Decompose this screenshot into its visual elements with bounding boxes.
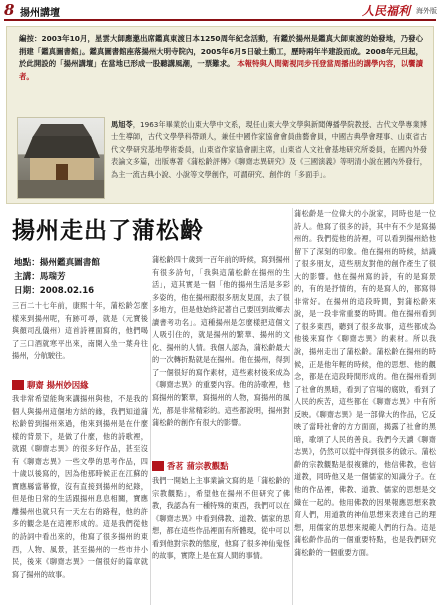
subheading-1: [12, 379, 89, 391]
article-column-1-top: 三百二十七年前，康熙十年，蒲松齡怎麼樣來到揚州呢，有跡可尋，就是（元寶後與顏司乱儀州）這首詩裡面寫的，他們喝了三口酒就寒平出來，南開入坐一葉舟往揚州，分航駛往。: [12, 301, 148, 361]
building-base: [18, 180, 105, 199]
subheading-marker: [152, 461, 164, 471]
article-column-3: 蒲松齡是一位偉大的小說家，同時也是一位詩人。他寫了很多的詩，其中有不少是寫揚州的。我們從他的詩裡，可以看到揚州給他留下了深刻的印象。他在揚州的時候，結識了很多朋友，這些朋友對他的創作產生了很大的影響。他在揚州寫的詩，有的是寫景的，有的是抒情的，有的是寫人的，都寫得非常好。在揚州的這段時間，對蒲松齡來說，是一段非常重要的時間。他在揚州看到了很多東西，聽到了很多故事，這些都成為他後來寫作《聊齋志異》的素材。所以我說，揚州走出了蒲松齡。蒲松齡在揚州的時候，正是他年輕的時候，他的思想、他的觀念，都是在這段時間形成的。他在揚州看到了社會的黑暗，看到了官場的腐敗，看到了人民的疾苦，這些都在《聊齋志異》中有所反映。《聊齋志異》是一部偉大的作品，它反映了當時社會的方方面面，揭露了社會的黑暗，歌頌了人民的善良。我們今天讀《聊齋志異》，仍然可以從中得到很多的啟示。蒲松齡的宗教觀點是很複雜的，他信佛教，也信道教，同時他又是一個儒家的知識分子。在他的作品裡，佛教、道教、儒家的思想是交織在一起的。他用佛教的因果報應思想來教育人們，用道教的神仙思想來表達自己的理想，用儒家的思想來規範人們的行為。這是蒲松齡作品的一個重要特點，也是我們研究蒲松齡的一個重要方面。: [294, 209, 436, 557]
lecture-date: 日期：2008.02.16: [14, 286, 95, 296]
newspaper-logo: 人民福利: [361, 4, 410, 18]
page-header: [0, 0, 440, 22]
edition-label: 海外版: [416, 7, 437, 15]
speaker-bio: [111, 119, 427, 181]
article-title: 揚州走出了蒲松齡: [12, 218, 204, 244]
library-photo: [17, 117, 105, 199]
roof-lower: [24, 136, 100, 158]
roof-upper: [32, 124, 92, 138]
article-column-2-body: 我們一開始上主事業論文寫的是「蒲松齡的宗教觀點」，希望他在揚州不但研究了佛教，我認為有一種特殊的東西，我們可以在《聊齋志異》中看到佛教、道教、儒家的思想，都在這些作品裡面有所體現，從中可以看到他對宗教的態度，他寫了很多神仙鬼怪的故事，實際上是在寫人間的事情。: [152, 476, 290, 561]
section-title: 揚州講壇: [20, 8, 60, 19]
building-door: [56, 164, 68, 180]
article-column-2-top: 蒲松齡四十歲到一百年前的時候，寫到揚州有很多詩句，「我與這蒲松齡在揚州的生活」，這其實是一個「他的揚州生活是多彩多姿的，他在揚州跟很多朋友見面，去了很多地方，但是他始終記著自己要回到故鄉去讀書考功名」。這種揚州是怎麼樣把這個文人吸引住的，就是揚州的繁華、揚州的文化、揚州的人情。我個人認為，蒲松齡最大的一次轉折點就是在揚州。他在揚州，得到了一個很好的寫作素材，這些素材後來成為《聊齋志異》的重要內容。他的詩歌裡，他寫揚州的繁華，寫揚州的人物，寫揚州的風光，都是非常精彩的。這些都說明，揚州對蒲松齡的創作有很大的影響。: [152, 255, 290, 428]
page-number: 8: [4, 1, 15, 19]
subheading-marker: [12, 380, 24, 390]
editor-note: [19, 33, 423, 83]
subheading-1-text: 聊齋 揚州妙因緣: [27, 380, 89, 390]
lecture-speaker: 主講：馬瑞芳: [14, 272, 66, 282]
subheading-2: [152, 460, 229, 472]
lecture-location: 地點：揚州鑑真圖書館: [14, 258, 100, 268]
column-divider-2: [292, 208, 293, 605]
bio-name: 馬旭苓: [111, 120, 133, 129]
bio-text: ，1963年畢業於山東大學中文系，現任山東大學文學與新聞傳播學院教授、古代文學專業博士生導師，古代文學學科帶頭人，兼任中國作家協會會員曲藝會員，中國古典學會理事、山東省古代文學研究基地學術委員，山東省作家協會副主席，山東省人文社會基地研究所委員，在國內外發表論文多篇，出版專著《蒲松齡評傳》《聊齋志異研究》及《三國演義》等明清小說在國內外發行，為主一流古典小說、小說等文學創作，可謂研究、創作的「多面手」。: [111, 120, 427, 179]
editor-note-highlight: 本報特與人間衛視同步刊登當周播出的講學內容，以饗讀者。: [19, 59, 423, 81]
editor-note-text: 編按：2003年10月，星雲大師應邀出席鑑真東渡日本1250周年紀念活動，有鑑於揚州是鑑真大師東渡的始發地，乃發心捐建「鑑真圖書館」。鑑真圖書館座落揚州大明寺院內，2005年6月5日破土動工，歷時兩年半建設而成。2008年元旦起，於此開設的「揚州講壇」在當地已形成一股聽講風潮，一票難求。: [19, 34, 423, 69]
intro-box: [6, 26, 434, 204]
header-rule: [4, 19, 436, 21]
subheading-2-text: 香茗 蒲宗教觀點: [167, 461, 229, 471]
column-divider-1: [150, 300, 151, 605]
article-column-1-body: 我非常希望能夠來講揚州與他，不是我的個人與揚州這個地方結的緣，我們知道蒲松齡曾到揚州來過，他來到揚州是在什麼樣的背景下，是做了什麼，他的詩歌裡，就跟《聊齋志異》的很多好作品，甚至沒有《聊齋志異》一些文學的思考作品，四十歲以後寫的，因為他那時候正在江蘇的寶應縣當幕僚，沒有直接到揚州的紀錄，但是他日常的生活跟揚州息息相關，寶應離揚州也就只有一天左右的路程，他的許多的觀念是在這裡形成的。這是我們從他的詩詞中看出來的，他寫了很多揚州的東西，人物、風景，甚至揚州的一些市井小民，後來《聊齋志異》一個很好的篇章就寫了揚州的故事。: [12, 394, 148, 579]
